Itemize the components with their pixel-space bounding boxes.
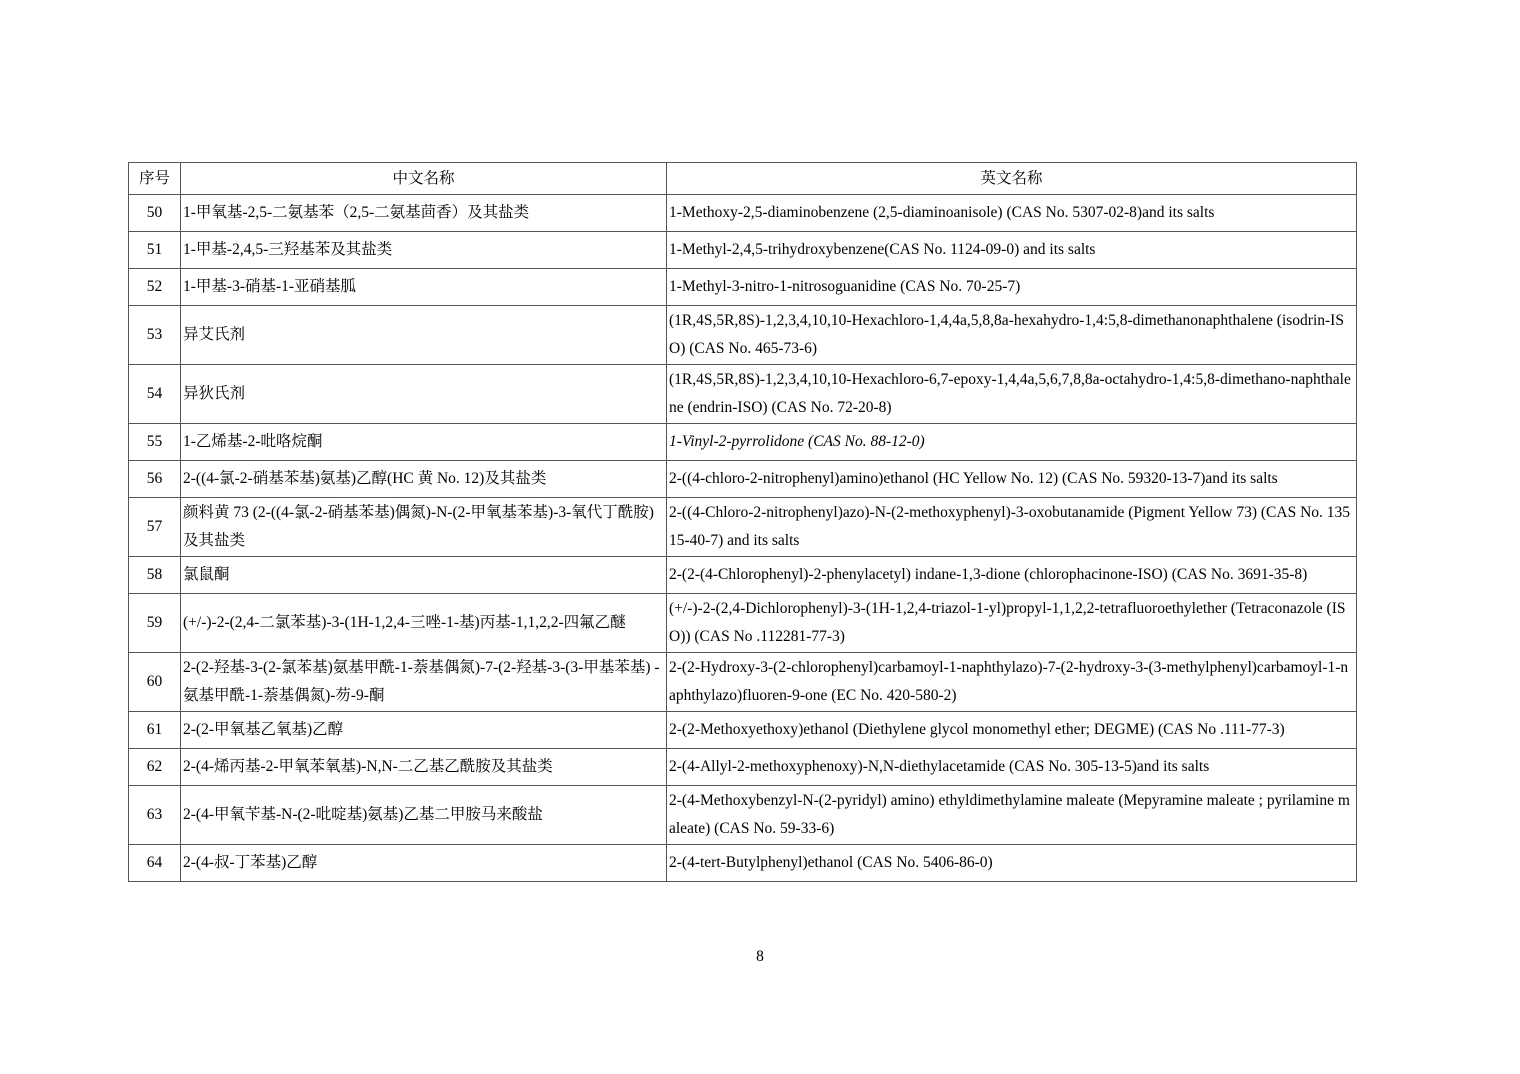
row-number: 61 xyxy=(129,712,181,749)
english-name-cell: 2-(4-tert-Butylphenyl)ethanol (CAS No. 5406-86-0) xyxy=(667,845,1357,882)
english-name-cell: 2-((4-Chloro-2-nitrophenyl)azo)-N-(2-methoxyphenyl)-3-oxobutanamide (Pigment Yellow 73) (CAS No. 13515-40-7) and its salts xyxy=(667,498,1357,557)
english-name-cell: 2-(4-Methoxybenzyl-N-(2-pyridyl) amino) ethyldimethylamine maleate (Mepyramine maleate ; pyrilamine maleate) (CAS No. 59-33-6) xyxy=(667,786,1357,845)
row-number: 51 xyxy=(129,232,181,269)
row-number: 50 xyxy=(129,195,181,232)
table-row xyxy=(129,269,1357,306)
chinese-name-cell: 1-甲氧基-2,5-二氨基苯（2,5-二氨基茴香）及其盐类 xyxy=(181,195,667,232)
english-name-cell: (1R,4S,5R,8S)-1,2,3,4,10,10-Hexachloro-1,4,4a,5,8,8a-hexahydro-1,4:5,8-dimethanonaphthalene (isodrin-ISO) (CAS No. 465-73-6) xyxy=(667,306,1357,365)
row-number: 58 xyxy=(129,557,181,594)
chinese-name-cell: 异艾氏剂 xyxy=(181,306,667,365)
chinese-name-cell: 颜料黄 73 (2-((4-氯-2-硝基苯基)偶氮)-N-(2-甲氧基苯基)-3-氧代丁酰胺)及其盐类 xyxy=(181,498,667,557)
chinese-name-cell: 1-甲基-2,4,5-三羟基苯及其盐类 xyxy=(181,232,667,269)
chinese-name-cell: 1-乙烯基-2-吡咯烷酮 xyxy=(181,424,667,461)
english-name-cell: (1R,4S,5R,8S)-1,2,3,4,10,10-Hexachloro-6,7-epoxy-1,4,4a,5,6,7,8,8a-octahydro-1,4:5,8-dimethano-naphthalene (endrin-ISO) (CAS No. 72-20-8) xyxy=(667,365,1357,424)
table-row xyxy=(129,712,1357,749)
table-row xyxy=(129,195,1357,232)
english-name-cell: 2-(2-Methoxyethoxy)ethanol (Diethylene glycol monomethyl ether; DEGME) (CAS No .111-77-3) xyxy=(667,712,1357,749)
row-number: 60 xyxy=(129,653,181,712)
english-name-cell: 2-(4-Allyl-2-methoxyphenoxy)-N,N-diethylacetamide (CAS No. 305-13-5)and its salts xyxy=(667,749,1357,786)
table-row xyxy=(129,845,1357,882)
table-row xyxy=(129,786,1357,845)
chinese-name-cell: 2-(4-甲氧苄基-N-(2-吡啶基)氨基)乙基二甲胺马来酸盐 xyxy=(181,786,667,845)
english-name-cell: 2-(2-(4-Chlorophenyl)-2-phenylacetyl) indane-1,3-dione (chlorophacinone-ISO) (CAS No. 3691-35-8) xyxy=(667,557,1357,594)
english-name-cell: 2-(2-Hydroxy-3-(2-chlorophenyl)carbamoyl-1-naphthylazo)-7-(2-hydroxy-3-(3-methylphenyl)carbamoyl-1-naphthylazo)fluoren-9-one (EC No. 420-580-2) xyxy=(667,653,1357,712)
english-name-cell: 1-Vinyl-2-pyrrolidone (CAS No. 88-12-0) xyxy=(667,424,1357,461)
row-number: 53 xyxy=(129,306,181,365)
chinese-name-cell: (+/-)-2-(2,4-二氯苯基)-3-(1H-1,2,4-三唑-1-基)丙基-1,1,2,2-四氟乙醚 xyxy=(181,594,667,653)
page-number: 8 xyxy=(756,948,764,965)
chinese-name-cell: 异狄氏剂 xyxy=(181,365,667,424)
chinese-name-cell: 2-(2-甲氧基乙氧基)乙醇 xyxy=(181,712,667,749)
header-chinese-name: 中文名称 xyxy=(181,163,667,195)
table-row xyxy=(129,461,1357,498)
chinese-name-cell: 2-(4-烯丙基-2-甲氧苯氧基)-N,N-二乙基乙酰胺及其盐类 xyxy=(181,749,667,786)
english-name-cell: 1-Methyl-3-nitro-1-nitrosoguanidine (CAS No. 70-25-7) xyxy=(667,269,1357,306)
chinese-name-cell: 1-甲基-3-硝基-1-亚硝基胍 xyxy=(181,269,667,306)
table-row xyxy=(129,424,1357,461)
row-number: 64 xyxy=(129,845,181,882)
row-number: 56 xyxy=(129,461,181,498)
table-row xyxy=(129,749,1357,786)
table-row xyxy=(129,498,1357,557)
substance-table xyxy=(128,162,1357,882)
english-name-cell: 1-Methyl-2,4,5-trihydroxybenzene(CAS No. 1124-09-0) and its salts xyxy=(667,232,1357,269)
row-number: 54 xyxy=(129,365,181,424)
chinese-name-cell: 2-(4-叔-丁苯基)乙醇 xyxy=(181,845,667,882)
chinese-name-cell: 2-((4-氯-2-硝基苯基)氨基)乙醇(HC 黄 No. 12)及其盐类 xyxy=(181,461,667,498)
header-serial-number: 序号 xyxy=(129,163,181,195)
english-name-cell: 1-Methoxy-2,5-diaminobenzene (2,5-diaminoanisole) (CAS No. 5307-02-8)and its salts xyxy=(667,195,1357,232)
row-number: 57 xyxy=(129,498,181,557)
table-row xyxy=(129,653,1357,712)
english-name-cell: (+/-)-2-(2,4-Dichlorophenyl)-3-(1H-1,2,4-triazol-1-yl)propyl-1,1,2,2-tetrafluoroethylether (Tetraconazole (ISO)) (CAS No .112281-77-3) xyxy=(667,594,1357,653)
row-number: 55 xyxy=(129,424,181,461)
table-row xyxy=(129,365,1357,424)
chinese-name-cell: 2-(2-羟基-3-(2-氯苯基)氨基甲酰-1-萘基偶氮)-7-(2-羟基-3-(3-甲基苯基) -氨基甲酰-1-萘基偶氮)-芴-9-酮 xyxy=(181,653,667,712)
chinese-name-cell: 氯鼠酮 xyxy=(181,557,667,594)
table-row xyxy=(129,594,1357,653)
row-number: 59 xyxy=(129,594,181,653)
table-row xyxy=(129,232,1357,269)
english-name-cell: 2-((4-chloro-2-nitrophenyl)amino)ethanol (HC Yellow No. 12) (CAS No. 59320-13-7)and its salts xyxy=(667,461,1357,498)
row-number: 52 xyxy=(129,269,181,306)
table-row xyxy=(129,557,1357,594)
table-row xyxy=(129,306,1357,365)
row-number: 62 xyxy=(129,749,181,786)
header-english-name: 英文名称 xyxy=(667,163,1357,195)
table-header-row xyxy=(129,163,1357,195)
row-number: 63 xyxy=(129,786,181,845)
